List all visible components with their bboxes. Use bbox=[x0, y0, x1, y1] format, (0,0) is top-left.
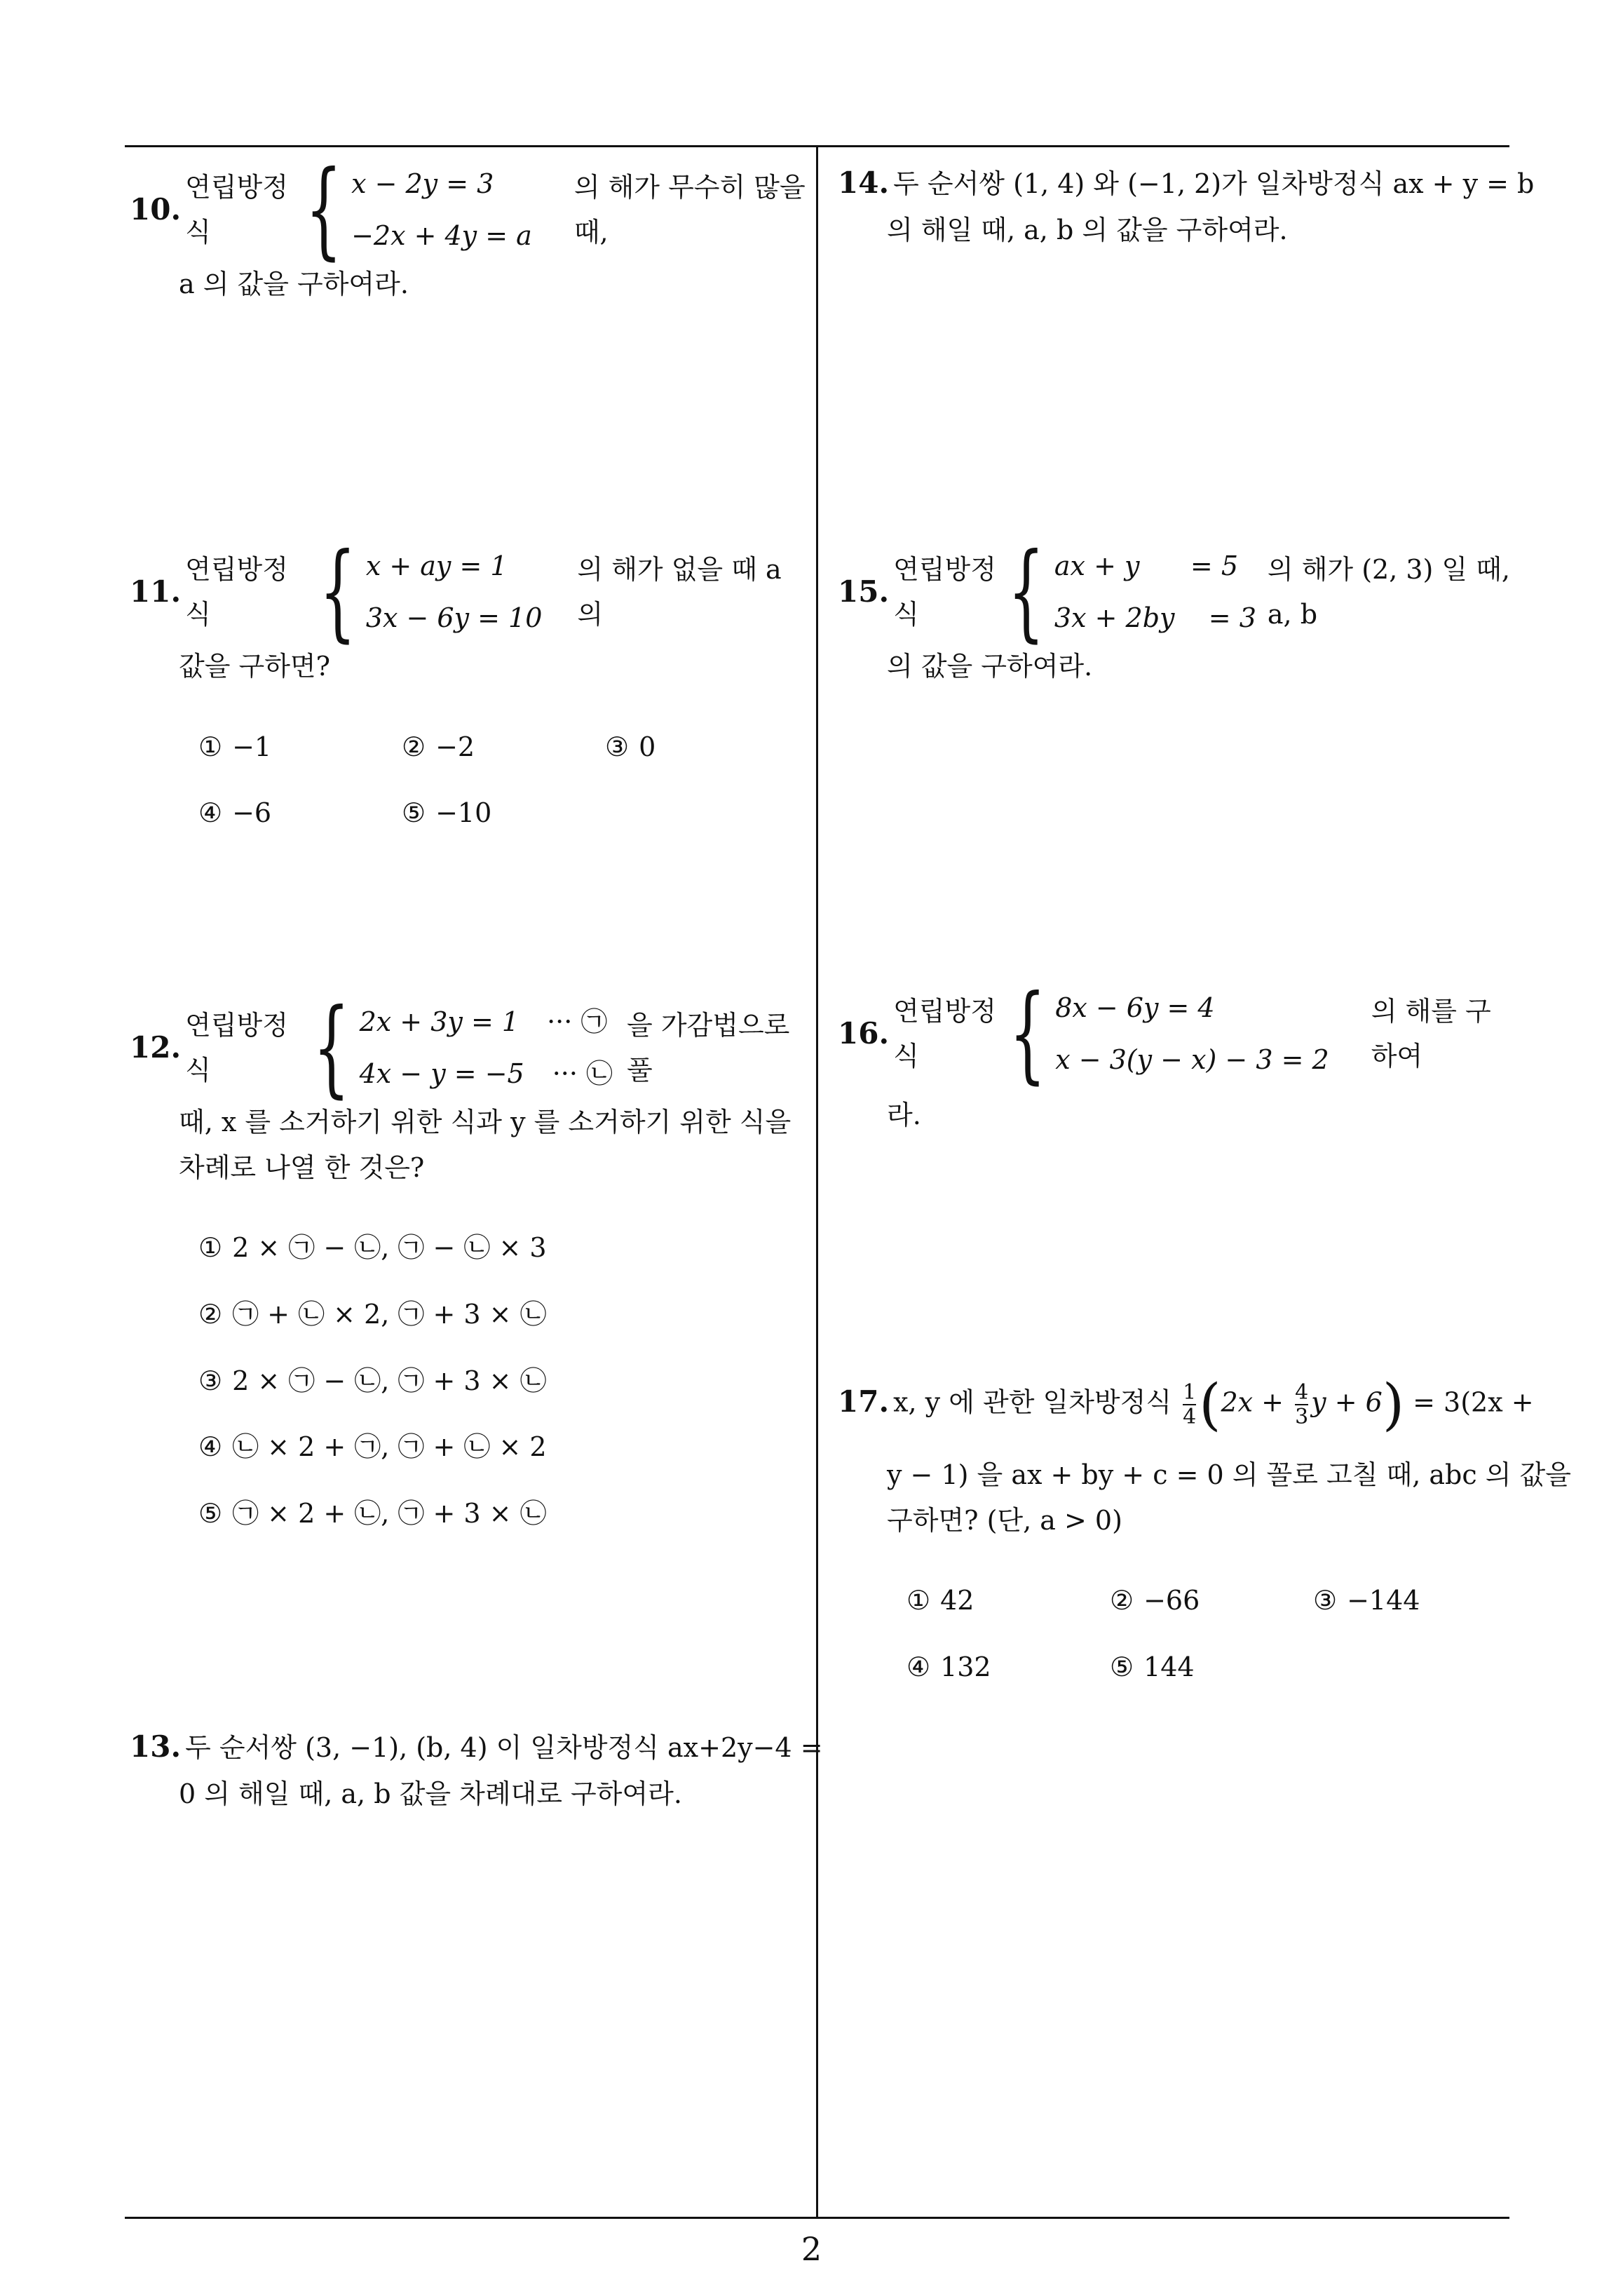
problem-16 bbox=[838, 972, 1511, 1138]
problem-12 bbox=[130, 986, 806, 1557]
problem-10 bbox=[130, 148, 806, 307]
equation-system bbox=[1055, 982, 1329, 1086]
problem-text-line: 라. bbox=[887, 1100, 921, 1131]
problem-text: 의 해가 무수히 많을 때, bbox=[573, 171, 806, 248]
problem-text-line: a 의 값을 구하여라. bbox=[179, 269, 409, 300]
problem-lead: 연립방정식 bbox=[185, 553, 288, 630]
choice-item[interactable]: ⑤ −10 bbox=[402, 797, 492, 829]
open-paren: ( bbox=[1199, 1372, 1221, 1437]
equation-system bbox=[360, 996, 613, 1100]
problem-text-line: y − 1) 을 ax + by + c = 0 의 꼴로 고칠 때, abc 의 값을 bbox=[887, 1459, 1571, 1490]
choice-item[interactable]: ① 42 bbox=[906, 1585, 975, 1616]
problem-number: 17. bbox=[838, 1384, 890, 1419]
choice-item[interactable]: ④ −6 bbox=[198, 797, 272, 829]
choice-item[interactable]: ① −1 bbox=[198, 731, 272, 762]
bottom-rule bbox=[125, 2217, 1509, 2219]
system-brace: { bbox=[305, 148, 342, 271]
problem-lead: 연립방정식 bbox=[893, 995, 996, 1072]
page-number: 2 bbox=[801, 2230, 822, 2268]
problem-text: 의 해를 구하여 bbox=[1371, 995, 1491, 1072]
system-brace: { bbox=[313, 986, 351, 1109]
choice-item[interactable]: ② −66 bbox=[1110, 1585, 1200, 1616]
expression: = 3(2x + bbox=[1413, 1386, 1534, 1418]
problem-text: 을 가감법으로 풀 bbox=[627, 1009, 790, 1086]
problem-lead: 연립방정식 bbox=[893, 553, 996, 630]
fraction: $\frac{1}{4}$ bbox=[1183, 1380, 1197, 1429]
problem-number: 12. bbox=[130, 1030, 182, 1065]
equation-1: ax + y = 5 bbox=[1054, 551, 1239, 581]
problem-text: 두 순서쌍 (1, 4) 와 (−1, 2)가 일차방정식 ax + y = b bbox=[893, 168, 1535, 199]
problem-text-line: 때, x 를 소거하기 위한 식과 y 를 소거하기 위한 식을 bbox=[179, 1107, 792, 1138]
problem-text-line: 차례로 나열 한 것은? bbox=[179, 1152, 425, 1183]
problem-text: 두 순서쌍 (3, −1), (b, 4) 이 일차방정식 ax+2y−4 = bbox=[185, 1732, 823, 1763]
answer-choices bbox=[130, 724, 806, 836]
problem-15 bbox=[838, 530, 1511, 689]
equation-2: 4x − y = −5 ··· ㉡ bbox=[359, 1058, 613, 1090]
problem-13 bbox=[130, 1722, 823, 1817]
choice-item[interactable]: ② ㉠ + ㉡ × 2, ㉠ + 3 × ㉡ bbox=[198, 1298, 547, 1330]
choice-item[interactable]: ③ 2 × ㉠ − ㉡, ㉠ + 3 × ㉡ bbox=[198, 1365, 547, 1396]
problem-text-line: 의 해일 때, a, b 의 값을 구하여라. bbox=[887, 215, 1288, 246]
choice-item[interactable]: ④ 132 bbox=[906, 1651, 991, 1682]
equation-2: x − 3(y − x) − 3 = 2 bbox=[1055, 1044, 1329, 1076]
problem-14 bbox=[838, 158, 1535, 253]
problem-text-line: 의 값을 구하여라. bbox=[887, 651, 1093, 682]
problem-17 bbox=[838, 1357, 1571, 1689]
equation-2: 3x + 2by = 3 bbox=[1054, 602, 1256, 634]
choice-item[interactable]: ③ 0 bbox=[605, 731, 656, 762]
equation-1: x − 2y = 3 bbox=[351, 168, 494, 199]
problem-lead: 연립방정식 bbox=[185, 171, 288, 248]
problem-number: 15. bbox=[838, 574, 890, 609]
problem-number: 16. bbox=[838, 1016, 890, 1051]
close-paren: ) bbox=[1382, 1372, 1405, 1437]
problem-11 bbox=[130, 530, 806, 836]
system-brace: { bbox=[319, 530, 357, 653]
equation-tag: ··· ㉠ bbox=[547, 1006, 608, 1037]
problem-text-line: 0 의 해일 때, a, b 값을 차례대로 구하여라. bbox=[179, 1778, 682, 1810]
equation-2: 3x − 6y = 10 bbox=[365, 602, 543, 634]
problem-number: 13. bbox=[130, 1729, 182, 1764]
problem-number: 14. bbox=[838, 166, 890, 200]
column-divider bbox=[816, 145, 818, 2217]
problem-lead: 연립방정식 bbox=[185, 1009, 288, 1086]
equation-system bbox=[351, 158, 532, 262]
system-brace: { bbox=[1007, 530, 1045, 653]
expression: 2x + bbox=[1221, 1386, 1284, 1418]
choice-item[interactable]: ⑤ 144 bbox=[1110, 1651, 1195, 1682]
choice-item[interactable]: ⑤ ㉠ × 2 + ㉡, ㉠ + 3 × ㉡ bbox=[198, 1497, 547, 1529]
choice-item[interactable]: ① 2 × ㉠ − ㉡, ㉠ − ㉡ × 3 bbox=[198, 1232, 547, 1264]
problem-text: 의 해가 (2, 3) 일 때, a, b bbox=[1267, 553, 1511, 630]
problem-text-line: 값을 구하면? bbox=[179, 651, 330, 682]
choice-item[interactable]: ② −2 bbox=[402, 731, 475, 762]
answer-choices bbox=[838, 1578, 1511, 1689]
choice-item[interactable]: ③ −144 bbox=[1313, 1585, 1420, 1616]
answer-choices bbox=[130, 1225, 806, 1536]
equation-1: x + ay = 1 bbox=[365, 551, 508, 581]
system-brace: { bbox=[1009, 972, 1046, 1095]
equation-tag: ··· ㉡ bbox=[552, 1058, 613, 1090]
expression: y + 6 bbox=[1311, 1386, 1383, 1418]
equation-1: 2x + 3y = 1 ··· ㉠ bbox=[359, 1006, 608, 1037]
equation-2: −2x + 4y = a bbox=[351, 220, 532, 252]
problem-number: 11. bbox=[130, 574, 182, 609]
problem-text: 의 해가 없을 때 a 의 bbox=[577, 553, 782, 630]
problem-text-line: 구하면? (단, a > 0) bbox=[887, 1504, 1122, 1536]
choice-item[interactable]: ④ ㉡ × 2 + ㉠, ㉠ + ㉡ × 2 bbox=[198, 1431, 547, 1463]
problem-number: 10. bbox=[130, 192, 182, 227]
fraction: $\frac{4}{3}$ bbox=[1295, 1380, 1309, 1429]
problem-text: x, y 에 관한 일차방정식 bbox=[893, 1386, 1172, 1418]
equation-system bbox=[1054, 540, 1256, 644]
equation-1: 8x − 6y = 4 bbox=[1055, 992, 1215, 1023]
equation-system bbox=[366, 540, 543, 644]
